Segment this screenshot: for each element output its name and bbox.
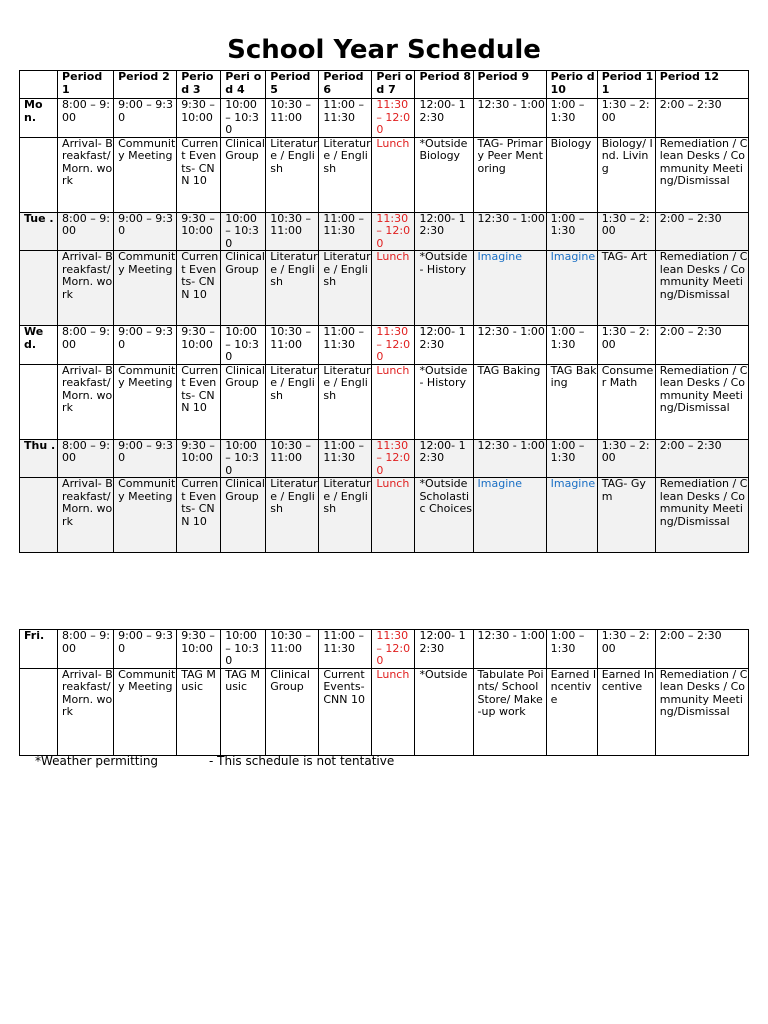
- time-cell: 2:00 – 2:30: [655, 630, 748, 669]
- blank-cell: [20, 137, 58, 212]
- activity-cell: Clinical Group: [221, 251, 266, 326]
- blank-cell: [20, 478, 58, 553]
- period-header: Peri od 7: [372, 71, 415, 99]
- time-cell: 11:00 – 11:30: [319, 439, 372, 478]
- time-row: [20, 326, 749, 365]
- period-header: Period 1: [58, 71, 114, 99]
- friday-activity-row: [20, 668, 749, 755]
- time-cell: 9:00 – 9:30: [114, 99, 177, 138]
- time-cell: 10:30 – 11:00: [266, 326, 319, 365]
- time-cell: 1:00 – 1:30: [546, 99, 597, 138]
- activity-cell: Tabulate Points/ School Store/ Make-up work: [473, 668, 546, 755]
- activity-cell: Clinical Group: [221, 478, 266, 553]
- activity-cell: Community Meeting: [114, 478, 177, 553]
- activity-row: [20, 251, 749, 326]
- time-cell: 1:30 – 2:00: [597, 630, 655, 669]
- time-cell: 10:00 – 10:30: [221, 630, 266, 669]
- activity-cell: Community Meeting: [114, 251, 177, 326]
- activity-cell: *Outside - History: [415, 251, 473, 326]
- time-cell: 12:30 - 1:00: [473, 630, 546, 669]
- time-cell: 1:00 – 1:30: [546, 212, 597, 251]
- activity-cell: Arrival- Breakfast/ Morn. work: [58, 251, 114, 326]
- activity-cell: Community Meeting: [114, 364, 177, 439]
- time-cell: 1:30 – 2:00: [597, 439, 655, 478]
- activity-cell: Lunch: [372, 478, 415, 553]
- activity-cell: *Outside: [415, 668, 473, 755]
- activity-cell: Remediation / Clean Desks / Community Meeting/Dismissal: [655, 668, 748, 755]
- activity-cell: *Outside Scholastic Choices: [415, 478, 473, 553]
- time-cell: 12:00- 12:30: [415, 630, 473, 669]
- activity-cell: Imagine: [473, 478, 546, 553]
- period-header: Period 6: [319, 71, 372, 99]
- day-label: Fri.: [20, 630, 58, 669]
- time-cell: 1:00 – 1:30: [546, 439, 597, 478]
- time-cell: 9:30 – 10:00: [177, 212, 221, 251]
- activity-cell: Consumer Math: [597, 364, 655, 439]
- activity-cell: Literature / English: [319, 478, 372, 553]
- activity-cell: Arrival- Breakfast/ Morn. work: [58, 137, 114, 212]
- blank-cell: [20, 668, 58, 755]
- time-row: [20, 439, 749, 478]
- schedule-body: [20, 71, 749, 553]
- time-cell: 9:30 – 10:00: [177, 326, 221, 365]
- activity-cell: Literature / English: [266, 251, 319, 326]
- activity-cell: TAG Baking: [546, 364, 597, 439]
- activity-cell: Imagine: [546, 251, 597, 326]
- time-cell: 1:30 – 2:00: [597, 99, 655, 138]
- activity-row: [20, 364, 749, 439]
- day-label: Thu .: [20, 439, 58, 478]
- activity-cell: Remediation / Clean Desks / Community Meeting/Dismissal: [655, 251, 748, 326]
- activity-cell: Biology: [546, 137, 597, 212]
- time-cell: 8:00 – 9:00: [58, 630, 114, 669]
- time-cell: 12:30 - 1:00: [473, 326, 546, 365]
- activity-cell: TAG- Art: [597, 251, 655, 326]
- schedule-table: [19, 70, 749, 553]
- time-cell: 8:00 – 9:00: [58, 212, 114, 251]
- activity-cell: Literature / English: [266, 137, 319, 212]
- period-header: Peri od 4: [221, 71, 266, 99]
- activity-row: [20, 137, 749, 212]
- time-cell: 11:30 – 12:00: [372, 439, 415, 478]
- time-cell: 11:30 – 12:00: [372, 99, 415, 138]
- activity-cell: Imagine: [473, 251, 546, 326]
- activity-cell: Remediation / Clean Desks / Community Meeting/Dismissal: [655, 137, 748, 212]
- time-cell: 11:30 – 12:00: [372, 212, 415, 251]
- activity-cell: *Outside Biology: [415, 137, 473, 212]
- activity-cell: TAG- Primary Peer Mentoring: [473, 137, 546, 212]
- time-cell: 9:00 – 9:30: [114, 326, 177, 365]
- activity-cell: Current Events- CNN 10: [177, 478, 221, 553]
- activity-cell: Arrival- Breakfast/ Morn. work: [58, 478, 114, 553]
- activity-cell: Community Meeting: [114, 668, 177, 755]
- activity-cell: Lunch: [372, 251, 415, 326]
- time-cell: 2:00 – 2:30: [655, 212, 748, 251]
- activity-cell: Literature / English: [319, 251, 372, 326]
- period-header: Period 11: [597, 71, 655, 99]
- time-cell: 10:00 – 10:30: [221, 326, 266, 365]
- activity-cell: Arrival- Breakfast/ Morn. work: [58, 364, 114, 439]
- time-cell: 9:00 – 9:30: [114, 630, 177, 669]
- friday-table: [19, 629, 749, 756]
- period-header: Period 12: [655, 71, 748, 99]
- time-cell: 8:00 – 9:00: [58, 99, 114, 138]
- time-cell: 11:00 – 11:30: [319, 212, 372, 251]
- time-cell: 9:00 – 9:30: [114, 439, 177, 478]
- period-header: Period 8: [415, 71, 473, 99]
- time-cell: 11:30 – 12:00: [372, 630, 415, 669]
- period-header: Perio d 3: [177, 71, 221, 99]
- time-cell: 9:00 – 9:30: [114, 212, 177, 251]
- activity-cell: Clinical Group: [266, 668, 319, 755]
- time-cell: 8:00 – 9:00: [58, 439, 114, 478]
- activity-cell: Earned Incentive: [597, 668, 655, 755]
- period-header: Period 5: [266, 71, 319, 99]
- activity-cell: Lunch: [372, 364, 415, 439]
- time-cell: 10:30 – 11:00: [266, 212, 319, 251]
- time-cell: 8:00 – 9:00: [58, 326, 114, 365]
- activity-cell: Earned Incentive: [546, 668, 597, 755]
- activity-cell: Literature / English: [319, 364, 372, 439]
- friday-body: [20, 630, 749, 756]
- page-title: School Year Schedule: [227, 35, 541, 65]
- time-cell: 2:00 – 2:30: [655, 439, 748, 478]
- time-cell: 12:00- 12:30: [415, 212, 473, 251]
- tentative-note: - This schedule is not tentative: [209, 754, 395, 768]
- time-cell: 12:00- 12:30: [415, 326, 473, 365]
- time-cell: 12:00- 12:30: [415, 439, 473, 478]
- time-cell: 10:30 – 11:00: [266, 439, 319, 478]
- activity-cell: Current Events- CNN 10: [319, 668, 372, 755]
- time-cell: 1:00 – 1:30: [546, 326, 597, 365]
- blank-cell: [20, 251, 58, 326]
- time-cell: 11:00 – 11:30: [319, 630, 372, 669]
- time-cell: 12:00- 12:30: [415, 99, 473, 138]
- activity-cell: Biology/ Ind. Living: [597, 137, 655, 212]
- header-row: [20, 71, 749, 99]
- activity-cell: Lunch: [372, 137, 415, 212]
- activity-cell: TAG Baking: [473, 364, 546, 439]
- time-cell: 1:30 – 2:00: [597, 326, 655, 365]
- time-cell: 1:30 – 2:00: [597, 212, 655, 251]
- activity-cell: Current Events- CNN 10: [177, 137, 221, 212]
- time-row: [20, 212, 749, 251]
- activity-cell: Clinical Group: [221, 137, 266, 212]
- activity-cell: TAG Music: [221, 668, 266, 755]
- activity-cell: Current Events- CNN 10: [177, 251, 221, 326]
- time-cell: 10:30 – 11:00: [266, 99, 319, 138]
- period-header: Period 2: [114, 71, 177, 99]
- period-header: Period 9: [473, 71, 546, 99]
- time-cell: 10:30 – 11:00: [266, 630, 319, 669]
- activity-cell: TAG- Gym: [597, 478, 655, 553]
- footer-notes: [35, 754, 394, 768]
- time-cell: 12:30 - 1:00: [473, 212, 546, 251]
- time-cell: 12:30 - 1:00: [473, 99, 546, 138]
- time-cell: 11:00 – 11:30: [319, 326, 372, 365]
- activity-cell: Clinical Group: [221, 364, 266, 439]
- time-cell: 2:00 – 2:30: [655, 326, 748, 365]
- period-header: Perio d 10: [546, 71, 597, 99]
- activity-cell: Arrival- Breakfast/ Morn. work: [58, 668, 114, 755]
- time-cell: 10:00 – 10:30: [221, 212, 266, 251]
- activity-cell: Lunch: [372, 668, 415, 755]
- blank-cell: [20, 364, 58, 439]
- time-cell: 2:00 – 2:30: [655, 99, 748, 138]
- activity-cell: Literature / English: [266, 364, 319, 439]
- activity-row: [20, 478, 749, 553]
- activity-cell: TAG Music: [177, 668, 221, 755]
- day-label: We d.: [20, 326, 58, 365]
- activity-cell: Current Events- CNN 10: [177, 364, 221, 439]
- time-cell: 9:30 – 10:00: [177, 630, 221, 669]
- time-cell: 10:00 – 10:30: [221, 439, 266, 478]
- time-cell: 12:30 - 1:00: [473, 439, 546, 478]
- day-label: Tue .: [20, 212, 58, 251]
- time-cell: 10:00 – 10:30: [221, 99, 266, 138]
- activity-cell: Literature / English: [319, 137, 372, 212]
- header-corner: [20, 71, 58, 99]
- time-row: [20, 99, 749, 138]
- time-cell: 11:30 – 12:00: [372, 326, 415, 365]
- activity-cell: Remediation / Clean Desks / Community Meeting/Dismissal: [655, 364, 748, 439]
- time-cell: 9:30 – 10:00: [177, 99, 221, 138]
- activity-cell: Community Meeting: [114, 137, 177, 212]
- time-cell: 9:30 – 10:00: [177, 439, 221, 478]
- activity-cell: Literature / English: [266, 478, 319, 553]
- activity-cell: Remediation / Clean Desks / Community Meeting/Dismissal: [655, 478, 748, 553]
- weather-note: *Weather permitting: [35, 754, 159, 768]
- time-cell: 1:00 – 1:30: [546, 630, 597, 669]
- activity-cell: Imagine: [546, 478, 597, 553]
- time-cell: 11:00 – 11:30: [319, 99, 372, 138]
- friday-time-row: [20, 630, 749, 669]
- day-label: Mo n.: [20, 99, 58, 138]
- activity-cell: *Outside - History: [415, 364, 473, 439]
